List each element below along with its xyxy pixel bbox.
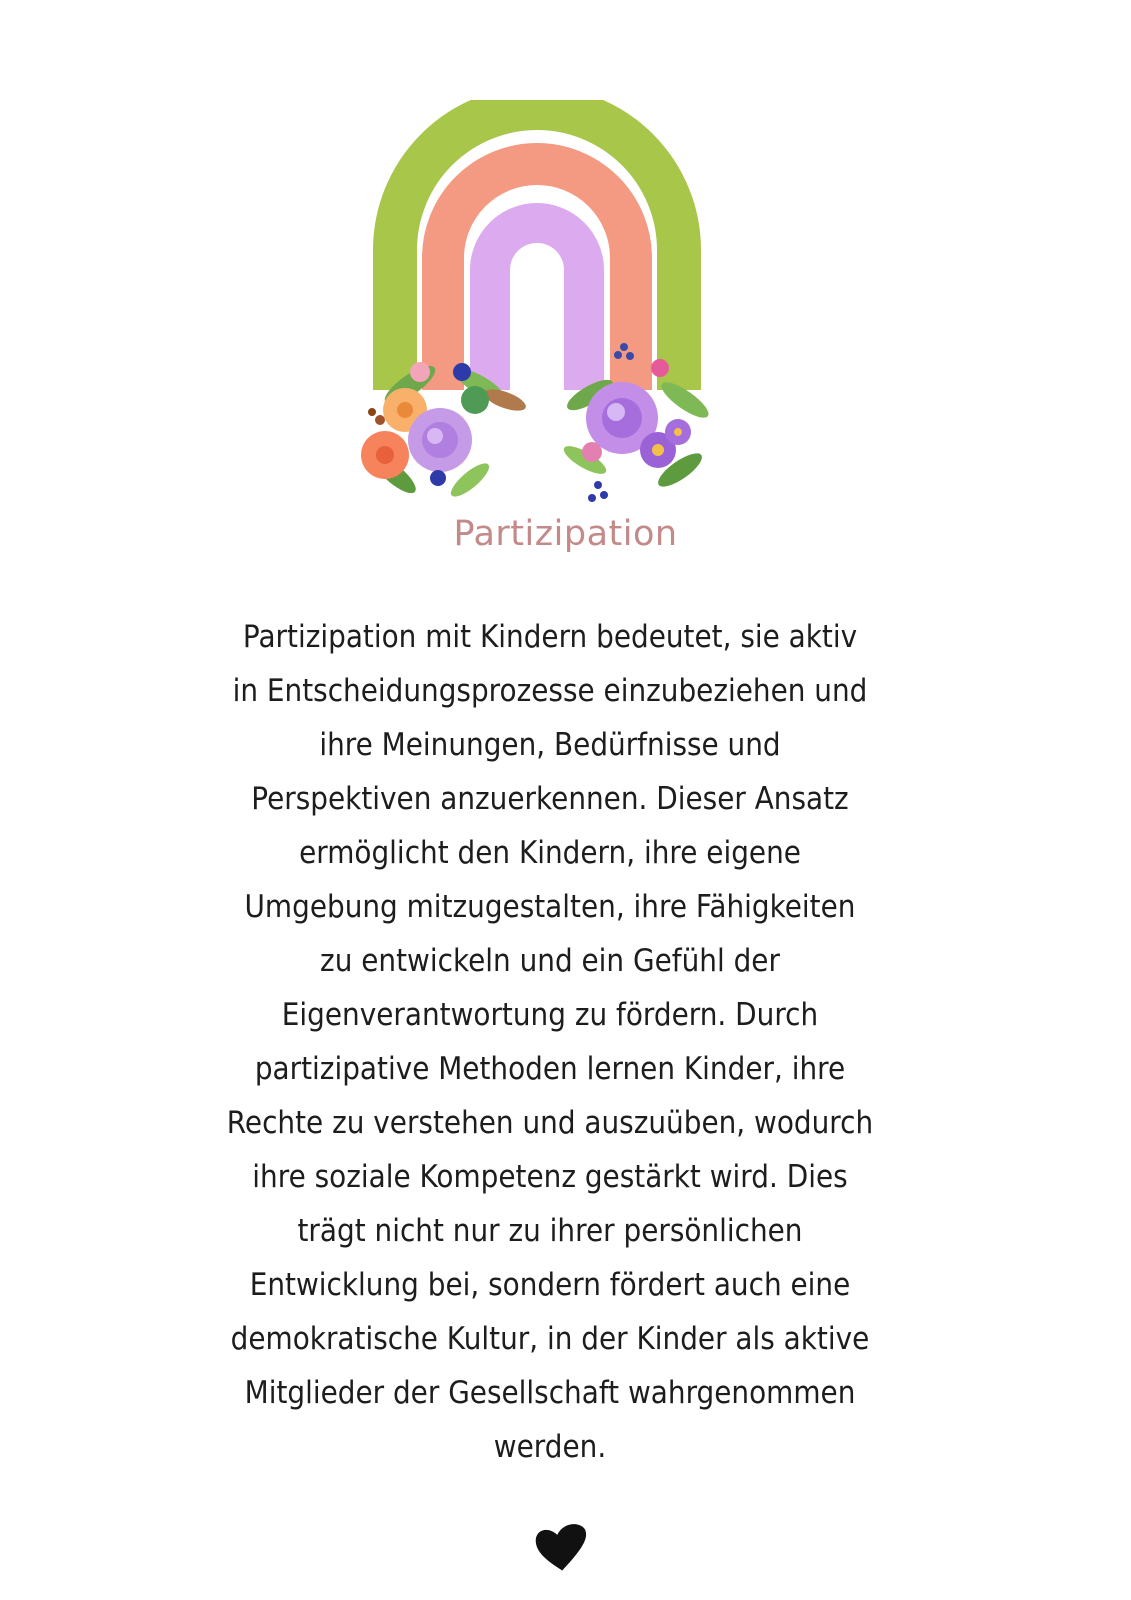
heart-icon xyxy=(535,1522,593,1572)
body-paragraph: Partizipation mit Kindern bedeutet, sie aktiv in Entscheidungsprozesse einzubeziehen und ihre Meinungen, Bedürfnisse und Perspektiven anzuerkennen. Dieser Ansatz ermöglicht den Kindern, ihre eigene Umgebung mitzugestalten, ihre Fähigkeiten zu entwickeln und ein Gefühl der Eigenverantwortung zu fördern. Durch partizipative Methoden lernen Kinder, ihre Rechte zu verstehen und auszuüben, wodurch ihre soziale Kompetenz gestärkt wird. Dies trägt nicht nur zu ihrer persönlichen Entwicklung bei, sondern fördert auch eine demokratische Kultur, in der Kinder als aktive Mitglieder der Gesellschaft wahrgenommen werden. xyxy=(226,619,874,1465)
rainbow-illustration xyxy=(340,100,740,530)
rainbow-arc-lilac xyxy=(490,223,584,390)
page-title: Partizipation xyxy=(453,514,678,554)
